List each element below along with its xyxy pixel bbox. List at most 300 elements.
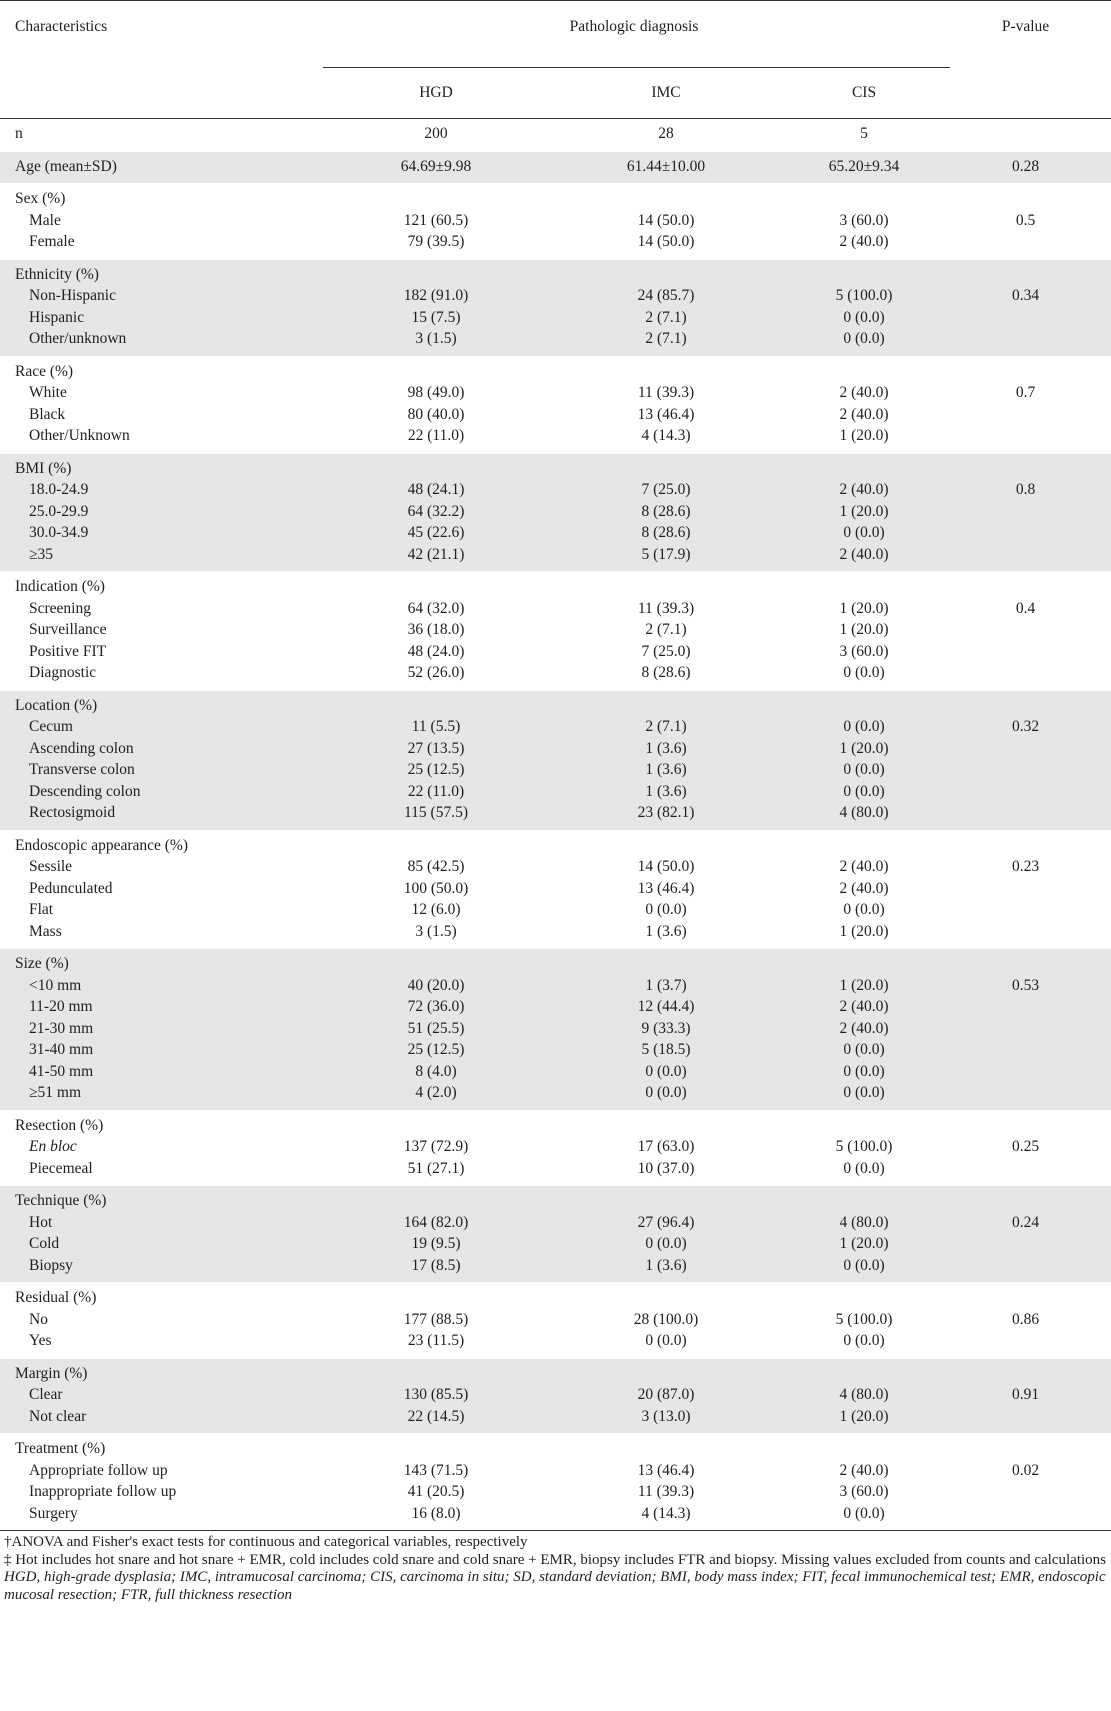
empty-cell [950, 572, 1111, 598]
row-group [0, 259, 1111, 356]
table-row [0, 285, 1111, 307]
table-row [0, 802, 1111, 830]
cell-value: 79 (39.5) [407, 233, 465, 250]
empty-cell [950, 949, 1111, 975]
cell-value: 1 (20.0) [839, 922, 889, 940]
empty-cell [778, 184, 950, 210]
cell-value: 1 (20.0) [839, 621, 889, 638]
table-row [0, 1503, 1111, 1531]
row-label [0, 544, 318, 572]
p-value: 0.32 [950, 716, 1111, 738]
row-label [0, 285, 318, 307]
row-group [0, 1283, 1111, 1359]
table-row [0, 996, 1111, 1018]
table-row [0, 1212, 1111, 1234]
row-label-text: Flat [29, 901, 54, 918]
cell-value: 115 (57.5) [318, 802, 554, 830]
empty-cell [554, 1434, 778, 1460]
empty-cell [778, 1358, 950, 1384]
table-row [0, 1481, 1111, 1503]
cell-value: 2 (7.1) [645, 621, 687, 638]
cell-value: 9 (33.3) [554, 1018, 778, 1040]
cell-value: 4 (14.3) [641, 427, 691, 444]
cell-value: 61.44±10.00 [554, 151, 778, 184]
row-label [0, 662, 318, 690]
cell-value: 2 (7.1) [554, 716, 778, 738]
cell-value: 0 (0.0) [554, 1233, 778, 1255]
footnote-1: †ANOVA and Fisher's exact tests for continuous and categorical variables, respectively [4, 1534, 528, 1550]
cell-value: 1 (20.0) [778, 738, 950, 760]
row-label [0, 856, 318, 878]
cell-value: 4 (80.0) [778, 1384, 950, 1406]
row-label-text: Ascending colon [29, 739, 134, 757]
p-value [950, 1255, 1111, 1283]
group-title: Treatment (%) [15, 1440, 106, 1457]
cell-value: 100 (50.0) [403, 879, 469, 897]
p-value: 0.86 [1011, 1310, 1040, 1328]
row-label-text: Diagnostic [29, 664, 97, 681]
p-value [950, 921, 1111, 949]
group-title: Age (mean±SD) [0, 151, 318, 184]
cell-value: 130 (85.5) [318, 1384, 554, 1406]
row-label-text: White [29, 384, 67, 401]
table-row [0, 899, 1111, 921]
cell-value: 3 (60.0) [839, 211, 889, 229]
row-label [0, 996, 318, 1018]
row-label-text: Cold [29, 1235, 60, 1252]
row-label [0, 716, 318, 738]
empty-cell [778, 830, 950, 856]
cell-value: 2 (40.0) [778, 479, 950, 501]
table-row [0, 231, 1111, 259]
p-value: 0.5 [1015, 211, 1036, 229]
cell-value: 2 (40.0) [839, 1461, 889, 1479]
row-label-text: <10 mm [29, 976, 82, 994]
p-value: 0.91 [950, 1384, 1111, 1406]
row-group [0, 830, 1111, 949]
cell-value: 0 (0.0) [778, 1061, 950, 1083]
row-label [0, 231, 318, 259]
row-label-text: Yes [29, 1332, 52, 1349]
row-label [0, 899, 318, 921]
cell-value: 22 (14.5) [318, 1406, 554, 1434]
p-value [950, 1082, 1111, 1110]
cell-value: 4 (14.3) [641, 1504, 691, 1522]
p-value [950, 781, 1111, 803]
cell-value: 1 (20.0) [778, 975, 950, 997]
empty-cell [318, 830, 554, 856]
p-value: 0.02 [1011, 1461, 1040, 1479]
header-characteristics: Characteristics [0, 1, 318, 69]
p-value [950, 899, 1111, 921]
p-value: 0.7 [1015, 384, 1036, 401]
row-label [0, 738, 318, 760]
table-row [0, 1039, 1111, 1061]
cell-value: 64.69±9.98 [318, 151, 554, 184]
cell-value: 5 (18.5) [554, 1039, 778, 1061]
row-label-text: Inappropriate follow up [29, 1483, 177, 1500]
row-label-text: 11-20 mm [29, 998, 93, 1015]
group-underline [323, 67, 950, 68]
cell-value: 27 (96.4) [554, 1212, 778, 1234]
cell-value: 45 (22.6) [318, 522, 554, 544]
group-header-row [0, 1110, 1111, 1136]
cell-value: 28 [658, 125, 674, 142]
cell-value: 40 (20.0) [318, 975, 554, 997]
cell-value: 41 (20.5) [407, 1483, 465, 1500]
p-value [950, 662, 1111, 690]
row-label [0, 619, 318, 641]
p-value [950, 619, 1111, 641]
empty-cell [318, 259, 554, 285]
row-label-text: Descending colon [29, 782, 141, 800]
row-label [0, 1309, 318, 1331]
cell-value: 42 (21.1) [318, 544, 554, 572]
table-row [0, 641, 1111, 663]
group-header-row [0, 453, 1111, 479]
row-label [0, 1018, 318, 1040]
table-row [0, 328, 1111, 356]
row-label [0, 802, 318, 830]
cell-value: 0 (0.0) [778, 759, 950, 781]
cell-value: 28 (100.0) [633, 1310, 699, 1328]
row-label [0, 1039, 318, 1061]
p-value [950, 501, 1111, 523]
p-value [950, 1039, 1111, 1061]
cell-value: 52 (26.0) [407, 664, 465, 681]
cell-value: 19 (9.5) [318, 1233, 554, 1255]
cell-value: 14 (50.0) [637, 211, 695, 229]
row-label-text: Female [29, 233, 75, 250]
cell-value: 200 [424, 125, 448, 142]
cell-value: 17 (8.5) [318, 1255, 554, 1283]
table-row [0, 501, 1111, 523]
p-value [950, 307, 1111, 329]
cell-value: 3 (60.0) [839, 642, 889, 660]
row-label [0, 479, 318, 501]
cell-value: 64 (32.0) [407, 599, 465, 617]
cell-value: 14 (50.0) [637, 233, 695, 250]
p-value: 0.4 [1015, 599, 1036, 617]
empty-cell [950, 1186, 1111, 1212]
row-label-text: Other/Unknown [29, 427, 130, 444]
cell-value: 12 (6.0) [411, 901, 461, 918]
cell-value: 143 (71.5) [403, 1461, 469, 1479]
cell-value: 0 (0.0) [778, 307, 950, 329]
empty-cell [950, 184, 1111, 210]
cell-value: 0 (0.0) [778, 522, 950, 544]
row-label [0, 210, 318, 232]
empty-cell [778, 690, 950, 716]
cell-value: 13 (46.4) [637, 879, 695, 897]
row-label-text: Non-Hispanic [29, 287, 116, 304]
row-label [0, 425, 318, 453]
row-label-text: 30.0-34.9 [29, 524, 89, 541]
p-value [950, 522, 1111, 544]
group-title: Ethnicity (%) [0, 259, 318, 285]
table-row [0, 1158, 1111, 1186]
row-label-text: 21-30 mm [29, 1019, 94, 1037]
cell-value: 15 (7.5) [318, 307, 554, 329]
cell-value: 1 (3.6) [554, 759, 778, 781]
cell-value: 4 (80.0) [778, 802, 950, 830]
row-label [0, 641, 318, 663]
empty-cell [950, 1434, 1111, 1460]
table-row [0, 598, 1111, 620]
group-header-row [0, 184, 1111, 210]
row-label [0, 522, 318, 544]
row-group [0, 690, 1111, 830]
row-label-text: Piecemeal [29, 1159, 93, 1177]
empty-cell [778, 356, 950, 382]
row-label-text: Clear [29, 1386, 63, 1403]
table-row [0, 425, 1111, 453]
cell-value: 48 (24.1) [318, 479, 554, 501]
p-value [950, 996, 1111, 1018]
row-label-text: Transverse colon [29, 761, 135, 778]
cell-value: 64 (32.2) [318, 501, 554, 523]
cell-value: 5 (100.0) [835, 1310, 893, 1328]
group-title: BMI (%) [0, 453, 318, 479]
group-title: Resection (%) [15, 1116, 104, 1134]
cell-value: 10 (37.0) [637, 1159, 695, 1177]
cell-value: 2 (40.0) [839, 405, 889, 423]
row-label-text: Appropriate follow up [29, 1461, 168, 1479]
empty-cell [318, 1283, 554, 1309]
group-header-row [0, 949, 1111, 975]
p-value: 0.25 [1011, 1138, 1040, 1155]
p-value [950, 1018, 1111, 1040]
empty-cell [554, 690, 778, 716]
row-label-text: Not clear [29, 1407, 87, 1425]
row-label [0, 1384, 318, 1406]
table-row [0, 781, 1111, 803]
row-group [0, 184, 1111, 260]
row-label-text: Hot [29, 1213, 53, 1231]
empty-cell [318, 1186, 554, 1212]
cell-value: 1 (20.0) [839, 599, 889, 617]
group-header-row [0, 690, 1111, 716]
row-group [0, 572, 1111, 691]
cell-value: 8 (28.6) [641, 664, 691, 681]
cell-value: 0 (0.0) [778, 1255, 950, 1283]
group-title: Margin (%) [0, 1358, 318, 1384]
cell-value: 177 (88.5) [403, 1310, 469, 1328]
row-label-text: Male [29, 211, 61, 229]
row-label-text: Biopsy [29, 1256, 73, 1274]
header-row-1 [0, 1, 1111, 69]
row-label-text: Screening [29, 599, 91, 617]
empty-cell [778, 1110, 950, 1136]
cell-value: 1 (3.6) [554, 781, 778, 803]
group-header-row [0, 1283, 1111, 1309]
empty-cell [554, 949, 778, 975]
cell-value: 1 (3.6) [645, 922, 687, 940]
row-label [0, 759, 318, 781]
group-title: n [15, 125, 23, 142]
table-row [0, 975, 1111, 997]
row-label [0, 501, 318, 523]
row-group [0, 1186, 1111, 1283]
p-value [950, 328, 1111, 356]
cell-value: 8 (28.6) [554, 522, 778, 544]
empty-cell [950, 356, 1111, 382]
cell-value: 98 (49.0) [407, 384, 465, 401]
footnote-abbreviations: HGD, high-grade dysplasia; IMC, intramucosal carcinoma; CIS, carcinoma in situ; SD, standard deviation; BMI, body mass index; FIT, fecal immunochemical test; EMR, endoscopic mucosal resection; FTR, full thickness resection [4, 1569, 1106, 1603]
cell-value: 65.20±9.34 [778, 151, 950, 184]
cell-value: 36 (18.0) [407, 621, 465, 638]
cell-value: 2 (40.0) [839, 384, 889, 401]
row-label-text: ≥51 mm [29, 1084, 81, 1101]
cell-value: 2 (40.0) [839, 233, 889, 250]
group-header-row [0, 1434, 1111, 1460]
row-label-text: Sessile [29, 858, 73, 875]
cell-value: 4 (80.0) [778, 1212, 950, 1234]
p-value [950, 119, 1111, 152]
empty-cell [318, 453, 554, 479]
row-label-text: Surgery [29, 1504, 78, 1522]
row-group [0, 1434, 1111, 1531]
p-value [950, 404, 1111, 426]
row-label-text: No [29, 1310, 48, 1328]
p-value [950, 425, 1111, 453]
empty-cell [318, 1110, 554, 1136]
row-label-text: Cecum [29, 718, 73, 735]
p-value [950, 759, 1111, 781]
row-label-text: ≥35 [29, 545, 54, 563]
p-value: 0.53 [950, 975, 1111, 997]
table-row [0, 210, 1111, 232]
p-value [950, 641, 1111, 663]
empty-cell [778, 949, 950, 975]
cell-value: 0 (0.0) [843, 1159, 885, 1177]
empty-cell [318, 184, 554, 210]
cell-value: 5 (100.0) [835, 1138, 893, 1155]
cell-value: 0 (0.0) [843, 1504, 885, 1522]
cell-value: 17 (63.0) [637, 1138, 695, 1155]
empty-cell [318, 1358, 554, 1384]
group-title: Indication (%) [15, 578, 105, 595]
cell-value: 23 (82.1) [554, 802, 778, 830]
p-value [950, 878, 1111, 900]
table-row [0, 479, 1111, 501]
cell-value: 11 (39.3) [637, 384, 695, 401]
cell-value: 3 (1.5) [415, 922, 457, 940]
cell-value: 16 (8.0) [411, 1504, 461, 1522]
header-row-2 [0, 68, 1111, 119]
cell-value: 23 (11.5) [407, 1332, 465, 1349]
empty-cell [950, 259, 1111, 285]
empty-cell [950, 1358, 1111, 1384]
cell-value: 12 (44.4) [554, 996, 778, 1018]
footnotes [0, 1531, 1111, 1604]
row-label [0, 878, 318, 900]
empty-cell [318, 572, 554, 598]
empty-cell [554, 259, 778, 285]
table-row [0, 1406, 1111, 1434]
row-label [0, 307, 318, 329]
cell-value: 0 (0.0) [778, 716, 950, 738]
empty-cell [950, 690, 1111, 716]
header-col-imc: IMC [554, 68, 778, 119]
empty-cell [554, 356, 778, 382]
empty-cell [554, 830, 778, 856]
p-value [950, 1158, 1111, 1186]
header-col-cis: CIS [778, 68, 950, 119]
cell-value: 13 (46.4) [637, 405, 695, 423]
cell-value: 80 (40.0) [407, 405, 465, 423]
group-header-row [0, 259, 1111, 285]
empty-cell [778, 1186, 950, 1212]
empty-cell [778, 259, 950, 285]
table-row [0, 878, 1111, 900]
cell-value: 1 (20.0) [778, 1233, 950, 1255]
table-row [0, 151, 1111, 184]
table-row [0, 522, 1111, 544]
cell-value: 4 (2.0) [318, 1082, 554, 1110]
cell-value: 25 (12.5) [318, 759, 554, 781]
p-value [950, 738, 1111, 760]
row-label-text: En bloc [29, 1138, 77, 1155]
cell-value: 48 (24.0) [407, 642, 465, 660]
table-row [0, 544, 1111, 572]
footnote-2: ‡ Hot includes hot snare and hot snare + EMR, cold includes cold snare and cold snare + EMR, biopsy includes FTR and biopsy. Missing values excluded from counts and calculations [4, 1551, 1106, 1568]
row-label [0, 1233, 318, 1255]
cell-value: 1 (3.6) [554, 1255, 778, 1283]
row-label [0, 1061, 318, 1083]
row-label-text: 31-40 mm [29, 1041, 94, 1058]
group-header-row [0, 1186, 1111, 1212]
table-row [0, 1233, 1111, 1255]
row-label [0, 1406, 318, 1434]
header-pathologic-diagnosis [318, 1, 950, 69]
group-title: Residual (%) [15, 1289, 97, 1306]
cell-value: 164 (82.0) [318, 1212, 554, 1234]
table-row [0, 1460, 1111, 1482]
p-value [950, 1233, 1111, 1255]
empty-cell [318, 949, 554, 975]
header-pvalue: P-value [950, 1, 1111, 69]
cell-value: 5 [860, 125, 868, 142]
group-header-row [0, 356, 1111, 382]
empty-cell [950, 830, 1111, 856]
empty-cell [554, 184, 778, 210]
row-label-text: Other/unknown [29, 330, 127, 347]
p-value [950, 1061, 1111, 1083]
row-label [0, 1255, 318, 1283]
group-header-row [0, 572, 1111, 598]
header-group-label: Pathologic diagnosis [569, 18, 699, 35]
cell-value: 2 (7.1) [554, 328, 778, 356]
cell-value: 7 (25.0) [554, 479, 778, 501]
p-value: 0.23 [1011, 858, 1040, 875]
cell-value: 0 (0.0) [778, 328, 950, 356]
cell-value: 8 (4.0) [318, 1061, 554, 1083]
row-label-text: Rectosigmoid [29, 804, 116, 821]
empty-cell [778, 572, 950, 598]
table-row [0, 1384, 1111, 1406]
p-value: 0.8 [950, 479, 1111, 501]
empty-cell [554, 453, 778, 479]
cell-value: 22 (11.0) [407, 427, 465, 444]
table-row [0, 759, 1111, 781]
cell-value: 5 (100.0) [778, 285, 950, 307]
table-row [0, 921, 1111, 949]
row-label [0, 1460, 318, 1482]
cell-value: 2 (40.0) [839, 858, 889, 875]
empty-cell [554, 1358, 778, 1384]
empty-cell [778, 1434, 950, 1460]
